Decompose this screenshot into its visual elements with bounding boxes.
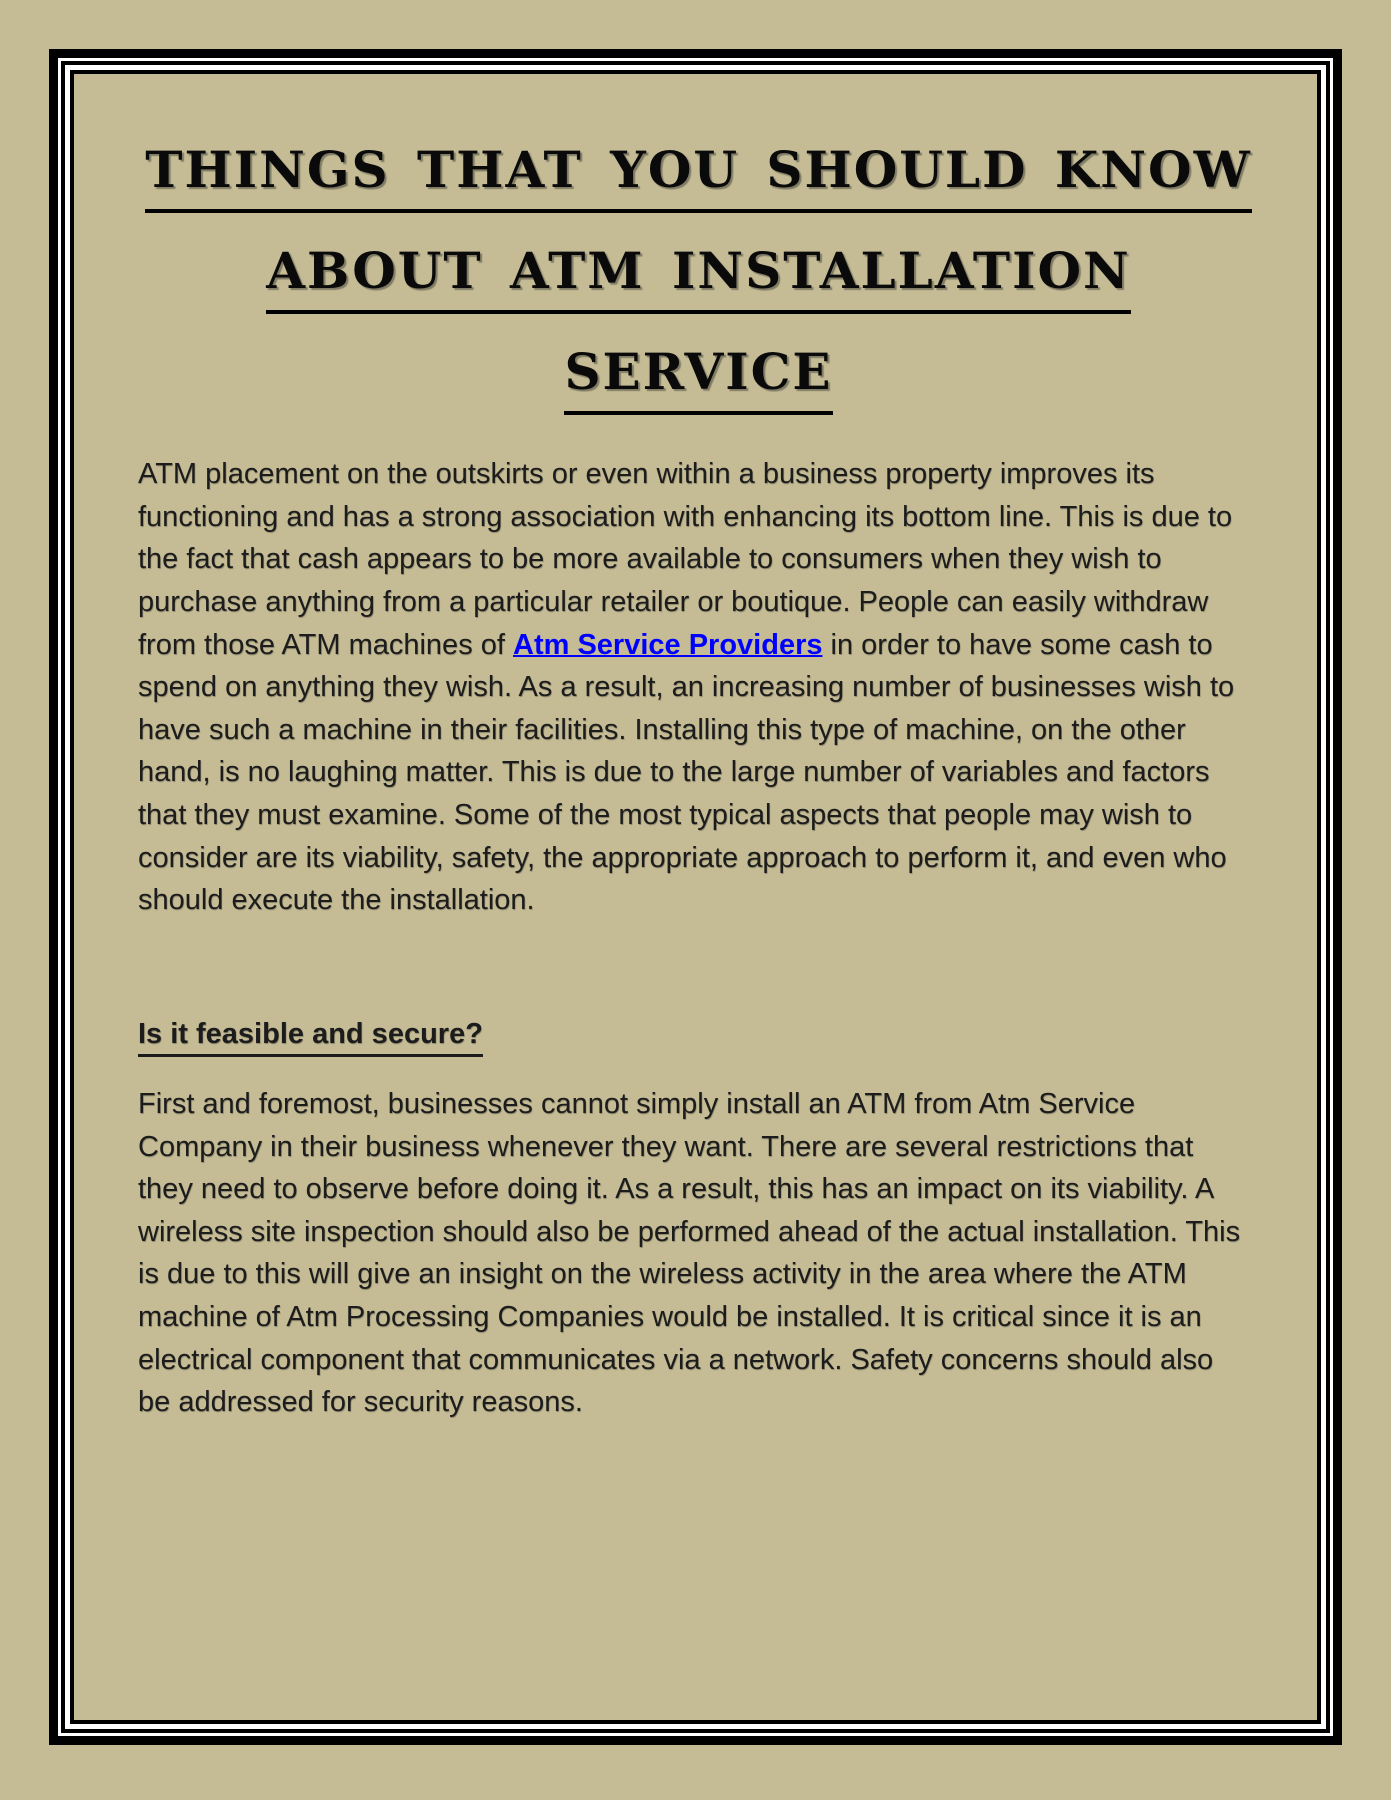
intro-text-after-link: in order to have some cash to spend on anything they wish. As a result, an increasing number of businesses wish to have such a machine in their facilities. Installing this type of machine, on the other hand, is no laughing matter. This is due to the large number of variables and factors that they must examine. Some of the most typical aspects that people may wish to consider are its viability, safety, the appropriate approach to perform it, and even who should execute the installation. [138,628,1235,917]
atm-service-providers-link[interactable]: Atm Service Providers [513,628,823,661]
section-heading: Is it feasible and secure? [138,1018,1259,1057]
intro-paragraph [138,453,1253,922]
page-border-middle [61,61,1330,1733]
section-paragraph: First and foremost, businesses cannot simply install an ATM from Atm Service Company in their business whenever they want. There are several restrictions that they need to observe before doing it. As a result, this has an impact on its viability. A wireless site inspection should also be performed ahead of the actual installation. This is due to this will give an insight on the wireless activity in the area where the ATM machine of Atm Processing Companies would be installed. It is critical since it is an electrical component that communicates via a network. Safety concerns should also be addressed for security reasons. [138,1087,1241,1419]
document-page [70,70,1321,1724]
title-line-1: THINGS THAT YOU SHOULD KNOW [138,140,1259,213]
page-border-frame [49,49,1342,1745]
document-title [138,140,1259,415]
title-line-3: SERVICE [138,342,1259,415]
intro-text-before-link: ATM placement on the outskirts or even within a business property improves its functioning and has a strong association with enhancing its bottom line. This is due to the fact that cash appears to be more available to consumers when they wish to purchase anything from a particular retailer or boutique. People can easily withdraw from those ATM machines of [138,458,1233,661]
title-line-2: ABOUT ATM INSTALLATION [138,241,1259,314]
